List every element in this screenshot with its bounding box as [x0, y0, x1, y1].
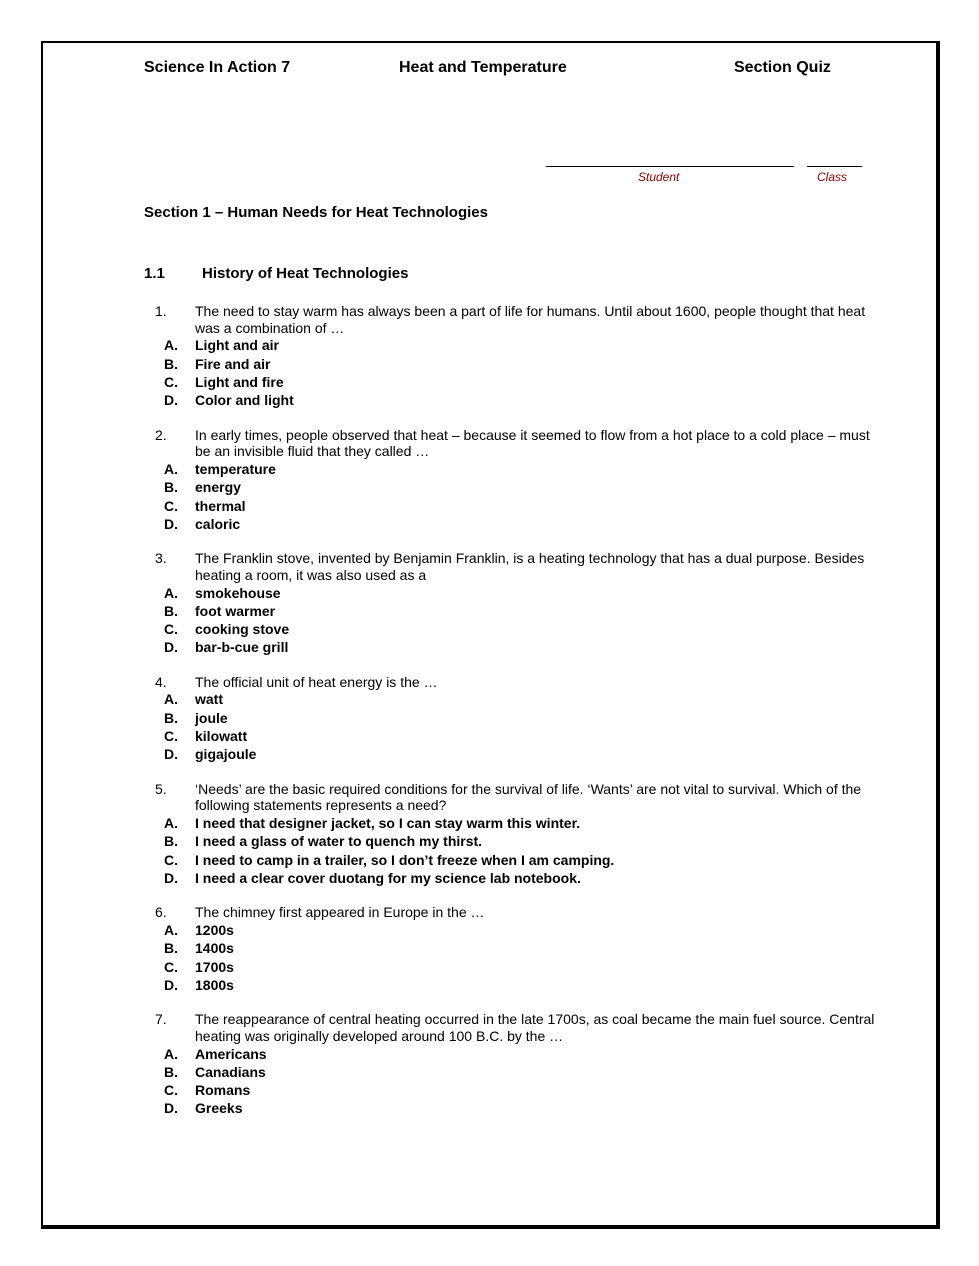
class-label: Class — [817, 170, 848, 184]
option-letter: C. — [164, 1082, 178, 1099]
question-text: The Franklin stove, invented by Benjamin Franklin, is a heating technology that has a dual purpose. Besides heating a room, it was also used as a — [195, 550, 865, 583]
unit-title: Heat and Temperature — [399, 59, 567, 76]
option-letter: B. — [164, 940, 178, 957]
option-letter: A. — [164, 921, 178, 938]
option-letter: B. — [164, 355, 178, 372]
option-text: energy — [195, 479, 241, 496]
option-text: smokehouse — [195, 584, 281, 601]
option-letter: D. — [164, 639, 178, 656]
option-text: I need that designer jacket, so I can stay warm this winter. — [195, 815, 581, 832]
answer-option[interactable] — [0, 497, 979, 515]
option-letter: B. — [164, 833, 178, 850]
answer-option[interactable] — [0, 336, 979, 354]
answer-option[interactable] — [0, 869, 979, 887]
option-text: I need a clear cover duotang for my science lab notebook. — [195, 869, 581, 886]
answer-option[interactable] — [0, 584, 979, 602]
answer-option[interactable] — [0, 602, 979, 620]
answer-option[interactable] — [0, 460, 979, 478]
question-number: 1. — [155, 303, 167, 319]
answer-option[interactable] — [0, 921, 979, 939]
option-text: cooking stove — [195, 621, 290, 638]
option-text: Light and fire — [195, 374, 284, 390]
answer-option[interactable] — [0, 355, 979, 373]
option-letter: C. — [164, 621, 178, 638]
option-text: temperature — [195, 461, 276, 477]
option-text: Romans — [195, 1082, 251, 1099]
option-letter: C. — [164, 497, 178, 514]
option-text: 1700s — [195, 958, 234, 975]
quiz-type: Section Quiz — [734, 59, 831, 76]
option-letter: C. — [164, 851, 178, 868]
option-letter: D. — [164, 1100, 178, 1117]
answer-option[interactable] — [0, 709, 979, 727]
option-letter: C. — [164, 728, 178, 745]
answer-option[interactable] — [0, 373, 979, 391]
subsection-title: History of Heat Technologies — [202, 265, 409, 282]
subsection-number: 1.1 — [144, 265, 165, 282]
answer-option[interactable] — [0, 976, 979, 994]
option-text: kilowatt — [195, 728, 248, 745]
option-text: Americans — [195, 1045, 267, 1062]
question — [0, 674, 979, 764]
option-text: I need a glass of water to quench my thirst. — [195, 833, 483, 850]
question-number: 3. — [155, 550, 167, 567]
option-text: bar-b-cue grill — [195, 639, 289, 656]
question-stem — [0, 550, 875, 583]
question — [0, 904, 979, 994]
question-stem — [0, 674, 875, 691]
question-number: 6. — [155, 904, 167, 921]
class-line[interactable] — [807, 166, 862, 167]
option-text: 1400s — [195, 940, 234, 957]
option-letter: B. — [164, 1063, 178, 1080]
option-text: Color and light — [195, 392, 294, 409]
option-letter: C. — [164, 374, 178, 390]
question — [0, 303, 979, 410]
option-text: I need to camp in a trailer, so I don’t freeze when I am camping. — [195, 851, 615, 868]
answer-option[interactable] — [0, 727, 979, 745]
question-number: 2. — [155, 426, 167, 443]
answer-option[interactable] — [0, 745, 979, 763]
question — [0, 781, 979, 888]
option-letter: A. — [164, 584, 178, 601]
answer-option[interactable] — [0, 391, 979, 409]
question-stem — [0, 781, 875, 814]
answer-option[interactable] — [0, 814, 979, 832]
option-letter: D. — [164, 869, 178, 886]
option-letter: B. — [164, 479, 178, 496]
question-text: The official unit of heat energy is the … — [195, 673, 438, 690]
option-text: Canadians — [195, 1063, 266, 1080]
question-stem — [0, 303, 875, 336]
option-letter: A. — [164, 691, 178, 708]
option-text: 1200s — [195, 921, 234, 938]
question-list — [0, 303, 979, 1135]
section-title: Section 1 – Human Needs for Heat Technologies — [144, 204, 488, 221]
option-text: Fire and air — [195, 355, 271, 372]
question-text: In early times, people observed that heat – because it seemed to flow from a hot place to a cold place – must be an invisible fluid that they called … — [195, 426, 870, 460]
option-text: 1800s — [195, 976, 234, 993]
question-text: The reappearance of central heating occurred in the late 1700s, as coal became the main fuel source. Central heating was originally developed around 100 B.C. by the … — [195, 1011, 875, 1044]
option-letter: D. — [164, 515, 178, 532]
answer-option[interactable] — [0, 939, 979, 957]
question-text: ‘Needs’ are the basic required conditions for the survival of life. ‘Wants’ are not vital to survival. Which of the following statements represents a need? — [195, 780, 862, 814]
answer-option[interactable] — [0, 832, 979, 850]
question-text: The chimney first appeared in Europe in the … — [195, 904, 485, 921]
option-letter: B. — [164, 709, 178, 726]
answer-option[interactable] — [0, 1063, 979, 1081]
answer-option[interactable] — [0, 851, 979, 869]
option-letter: A. — [164, 1045, 178, 1062]
question — [0, 427, 979, 534]
question-stem — [0, 1011, 875, 1044]
answer-option[interactable] — [0, 1099, 979, 1117]
option-letter: A. — [164, 337, 178, 354]
option-text: thermal — [195, 497, 246, 514]
option-text: Light and air — [195, 337, 279, 354]
question-stem — [0, 427, 875, 460]
question — [0, 1011, 979, 1118]
answer-option[interactable] — [0, 690, 979, 708]
answer-option[interactable] — [0, 638, 979, 656]
answer-option[interactable] — [0, 515, 979, 533]
option-letter: D. — [164, 392, 178, 409]
option-letter: A. — [164, 815, 178, 832]
option-text: joule — [195, 709, 228, 726]
option-letter: C. — [164, 958, 178, 975]
option-letter: D. — [164, 976, 178, 993]
option-text: Greeks — [195, 1100, 243, 1117]
answer-option[interactable] — [0, 1045, 979, 1063]
option-letter: A. — [164, 461, 178, 477]
option-letter: B. — [164, 602, 178, 619]
option-text: foot warmer — [195, 602, 276, 619]
option-text: caloric — [195, 515, 241, 532]
answer-option[interactable] — [0, 478, 979, 496]
option-text: gigajoule — [195, 746, 257, 763]
question-number: 5. — [155, 780, 167, 797]
course-title: Science In Action 7 — [144, 59, 291, 76]
question-number: 7. — [155, 1011, 167, 1028]
answer-option[interactable] — [0, 958, 979, 976]
question-stem — [0, 904, 875, 921]
option-letter: D. — [164, 746, 178, 763]
answer-option[interactable] — [0, 620, 979, 638]
question-number: 4. — [155, 673, 167, 690]
answer-option[interactable] — [0, 1081, 979, 1099]
question-text: The need to stay warm has always been a part of life for humans. Until about 1600, people thought that heat was a combination of … — [195, 303, 866, 336]
student-label: Student — [638, 170, 680, 184]
question — [0, 550, 979, 657]
student-name-line[interactable] — [546, 166, 794, 167]
option-text: watt — [195, 691, 223, 708]
